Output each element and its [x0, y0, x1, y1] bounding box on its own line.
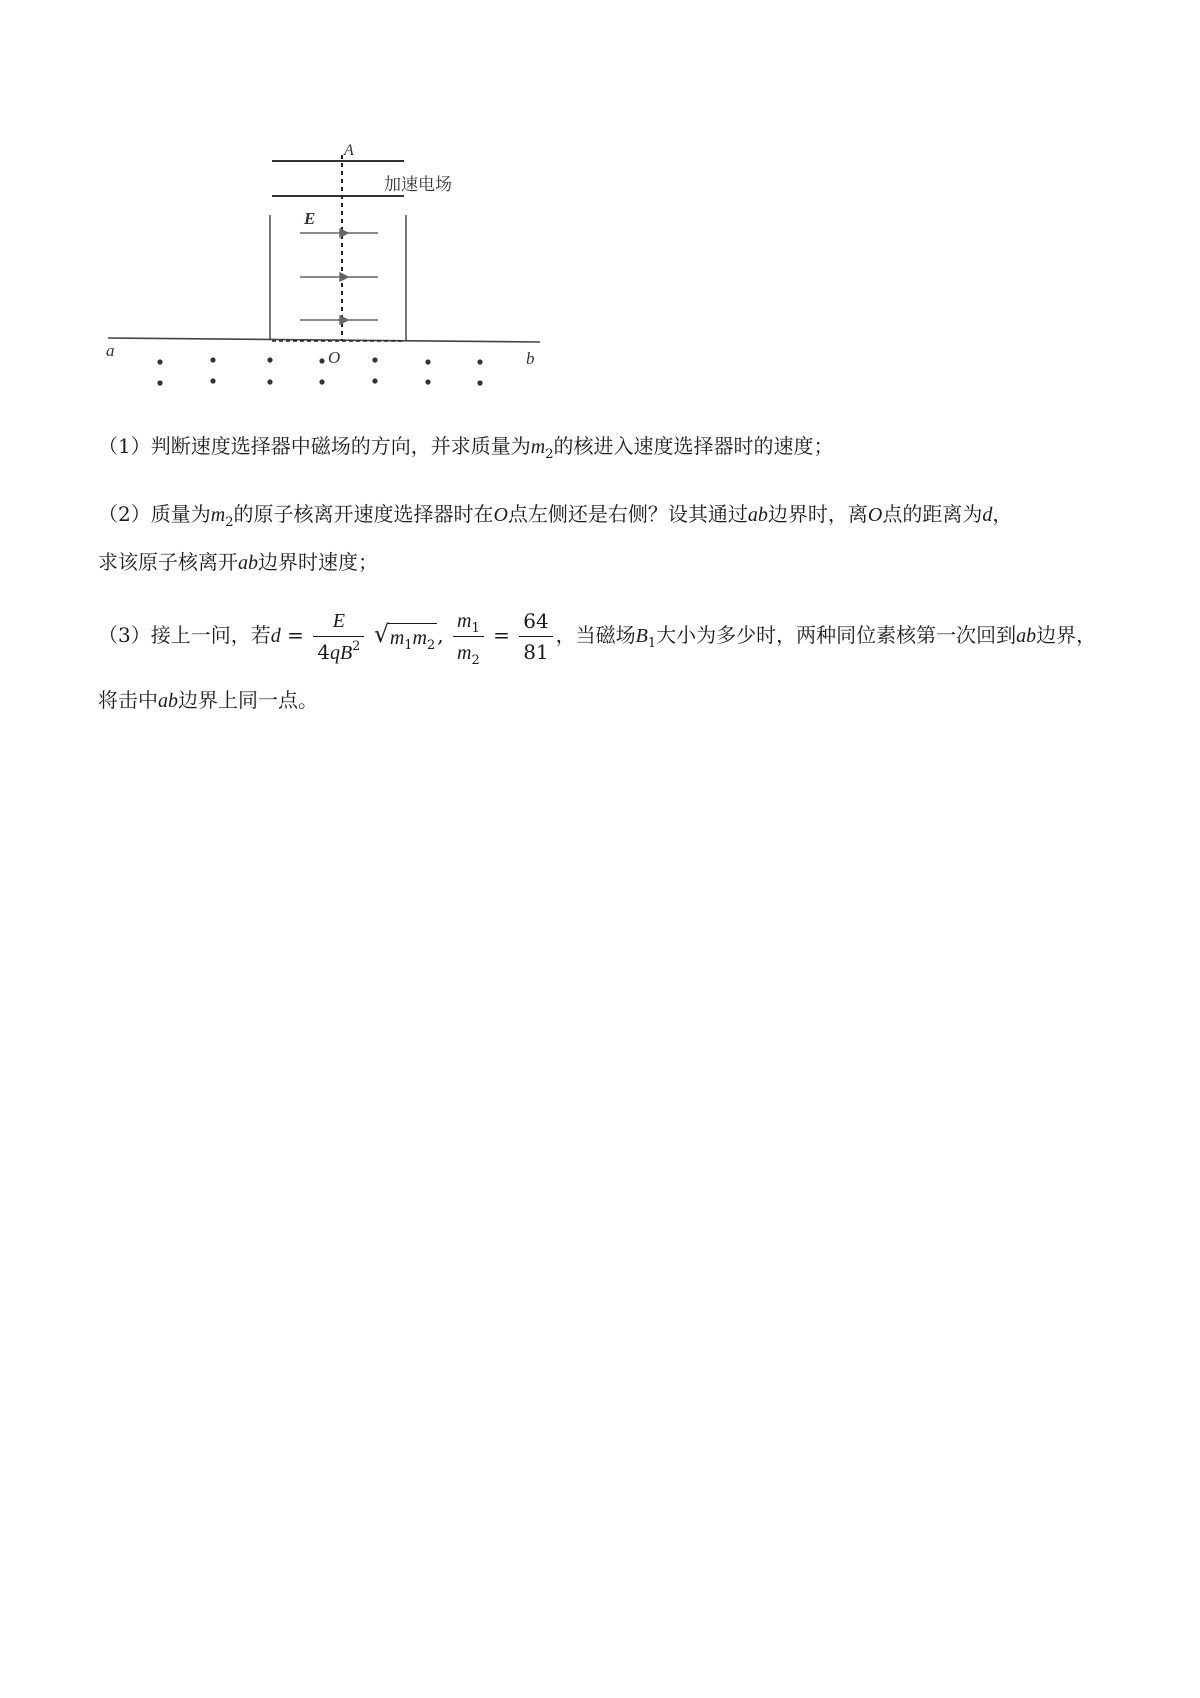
- label-a: a: [106, 341, 115, 360]
- fraction-64-over-81: $\frac{64}{81}$: [519, 606, 552, 667]
- question-3-line-1: （3）接上一问，若d = $\frac{E}{4qB^2}$ √ $m_1m_2$ , $\frac{m_1}{m_2}$ = $\frac{64}{81}$ ，当磁场$B_1$大小为多少时，两种同位素核第一次回到ab边界，: [98, 600, 1096, 672]
- label-b: b: [526, 349, 535, 368]
- question-2-line-1: （2）质量为$m_2$的原子核离开速度选择器时在O点左侧还是右侧？设其通过ab边界时，离O点的距离为d，: [98, 502, 1013, 530]
- e-field-arrows: [300, 229, 378, 324]
- label-O: O: [328, 348, 341, 367]
- label-E: E: [304, 209, 316, 228]
- physics-diagram: [0, 0, 560, 400]
- label-A: A: [344, 142, 354, 159]
- question-1: （1）判断速度选择器中磁场的方向，并求质量为$m_2$的核进入速度选择器时的速度；: [98, 434, 834, 462]
- sqrt-m1m2: √ $m_1m_2$: [373, 619, 436, 653]
- question-3-line-2: 将击中ab边界上同一点。: [98, 688, 318, 712]
- label-accel-field: 加速电场: [384, 175, 452, 194]
- question-2-line-2: 求该原子核离开ab边界时速度；: [98, 550, 378, 574]
- fraction-E-over-4qB2: $\frac{E}{4qB^2}$: [313, 606, 364, 668]
- magnetic-field-dots: [157, 357, 482, 385]
- fraction-m1-over-m2: $\frac{m_1}{m_2}$: [453, 605, 484, 668]
